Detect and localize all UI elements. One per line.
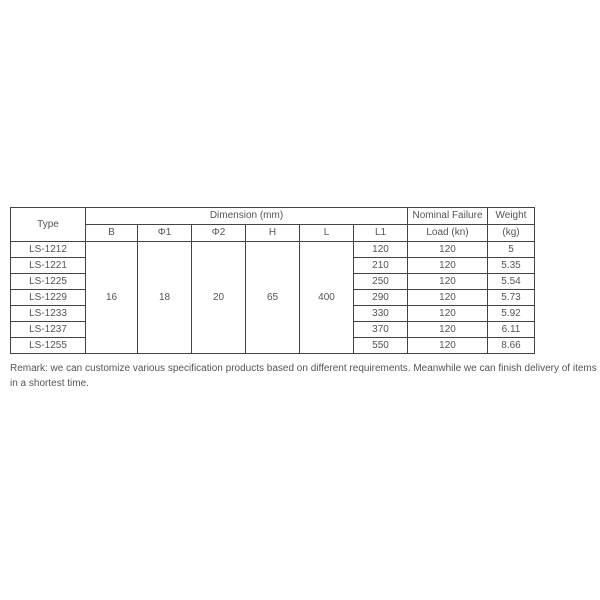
cell-phi2: 20 xyxy=(192,242,246,354)
cell-l: 400 xyxy=(300,242,354,354)
header-type: Type xyxy=(11,208,86,242)
cell-load: 120 xyxy=(408,258,488,274)
cell-weight: 5.92 xyxy=(488,306,535,322)
header-nominal-failure: Nominal Failure xyxy=(408,208,488,225)
cell-load: 120 xyxy=(408,274,488,290)
header-dimension: Dimension (mm) xyxy=(86,208,408,225)
header-weight: Weight xyxy=(488,208,535,225)
cell-load: 120 xyxy=(408,322,488,338)
header-phi2: Φ2 xyxy=(192,225,246,242)
cell-type: LS-1233 xyxy=(11,306,86,322)
header-row-2 xyxy=(11,225,535,242)
cell-weight: 5.73 xyxy=(488,290,535,306)
header-phi1: Φ1 xyxy=(138,225,192,242)
cell-l1: 330 xyxy=(354,306,408,322)
cell-type: LS-1221 xyxy=(11,258,86,274)
cell-type: LS-1229 xyxy=(11,290,86,306)
cell-l1: 370 xyxy=(354,322,408,338)
header-b: B xyxy=(86,225,138,242)
cell-b: 16 xyxy=(86,242,138,354)
cell-load: 120 xyxy=(408,306,488,322)
cell-weight: 6.11 xyxy=(488,322,535,338)
cell-weight: 5.35 xyxy=(488,258,535,274)
cell-load: 120 xyxy=(408,338,488,354)
header-h: H xyxy=(246,225,300,242)
header-l: L xyxy=(300,225,354,242)
cell-weight: 5.54 xyxy=(488,274,535,290)
cell-weight: 5 xyxy=(488,242,535,258)
cell-type: LS-1212 xyxy=(11,242,86,258)
table-row xyxy=(11,242,535,258)
cell-h: 65 xyxy=(246,242,300,354)
cell-l1: 290 xyxy=(354,290,408,306)
cell-load: 120 xyxy=(408,242,488,258)
cell-l1: 250 xyxy=(354,274,408,290)
header-row-1 xyxy=(11,208,535,225)
cell-l1: 120 xyxy=(354,242,408,258)
cell-type: LS-1237 xyxy=(11,322,86,338)
remark-text: Remark: we can customize various specification products based on different requirements. Meanwhile we can finish delivery of items in a shortest time. xyxy=(10,363,597,389)
header-load-unit: Load (kn) xyxy=(408,225,488,242)
cell-type: LS-1225 xyxy=(11,274,86,290)
cell-weight: 8.66 xyxy=(488,338,535,354)
cell-load: 120 xyxy=(408,290,488,306)
cell-l1: 550 xyxy=(354,338,408,354)
cell-l1: 210 xyxy=(354,258,408,274)
cell-type: LS-1255 xyxy=(11,338,86,354)
spec-table xyxy=(10,207,535,354)
cell-phi1: 18 xyxy=(138,242,192,354)
header-weight-unit: (kg) xyxy=(488,225,535,242)
header-l1: L1 xyxy=(354,225,408,242)
